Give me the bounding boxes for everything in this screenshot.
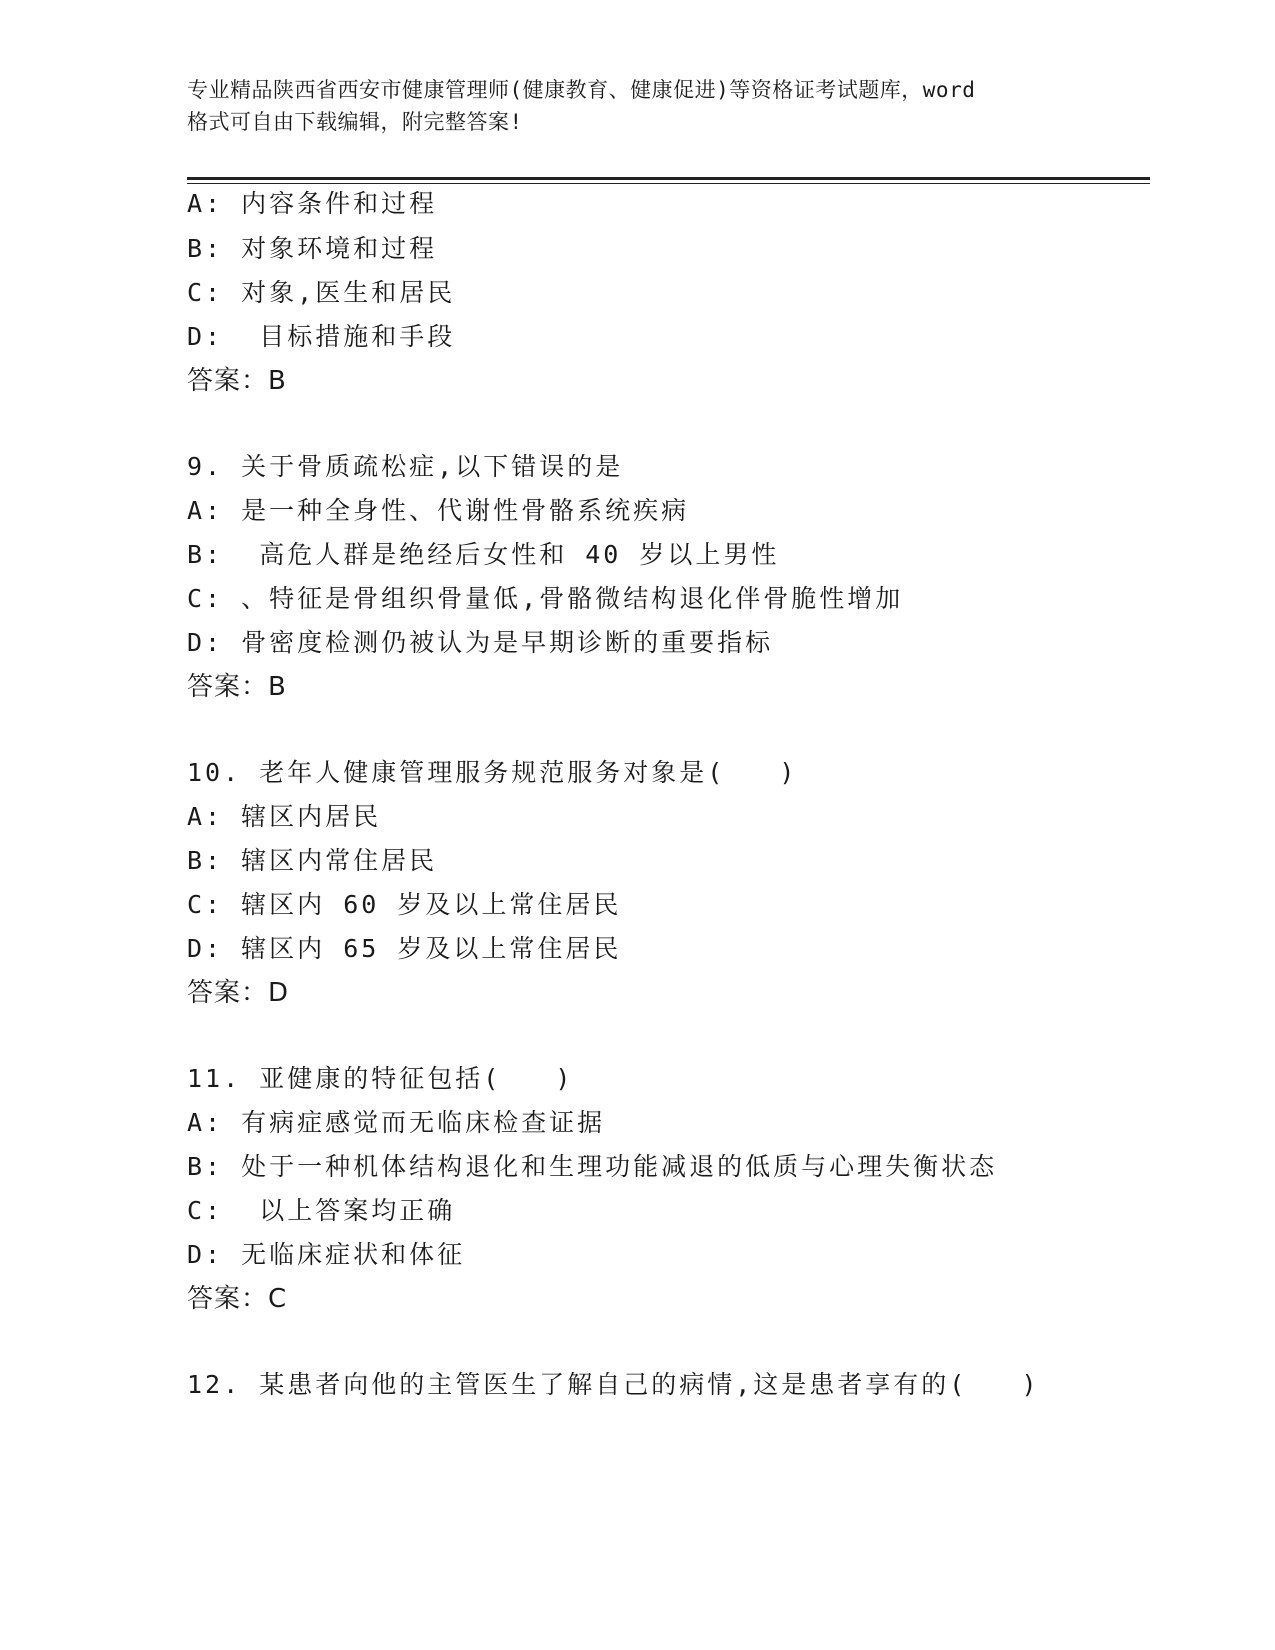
q12-stem: 12. 某患者向他的主管医生了解自己的病情,这是患者享有的( ) (187, 1370, 1040, 1399)
q9-answer: 答案：B (187, 672, 287, 702)
document-header (187, 74, 1087, 138)
q11-answer: 答案：C (187, 1284, 288, 1314)
q10-option-b: B: 辖区内常住居民 (187, 846, 438, 875)
q9-stem: 9. 关于骨质疏松症,以下错误的是 (187, 452, 624, 481)
q8-option-d: D: 目标措施和手段 (187, 322, 456, 351)
q11-option-a: A: 有病症感觉而无临床检查证据 (187, 1108, 606, 1137)
q10-option-a: A: 辖区内居民 (187, 802, 382, 831)
q10-stem: 10. 老年人健康管理服务规范服务对象是( ) (187, 758, 798, 787)
q8-option-a: A: 内容条件和过程 (187, 189, 438, 218)
header-rule-thin (187, 183, 1150, 184)
q11-stem: 11. 亚健康的特征包括( ) (187, 1064, 574, 1093)
q9-option-d: D: 骨密度检测仍被认为是早期诊断的重要指标 (187, 628, 774, 657)
q8-answer: 答案：B (187, 366, 287, 396)
q9-option-c: C: 、特征是骨组织骨量低,骨骼微结构退化伴骨脆性增加 (187, 584, 904, 613)
q11-option-c: C: 以上答案均正确 (187, 1196, 456, 1225)
header-line-1: 专业精品陕西省西安市健康管理师(健康教育、健康促进)等资格证考试题库，word (187, 78, 976, 102)
q11-option-d: D: 无临床症状和体征 (187, 1240, 466, 1269)
q11-option-b: B: 处于一种机体结构退化和生理功能减退的低质与心理失衡状态 (187, 1152, 998, 1181)
q8-option-c: C: 对象,医生和居民 (187, 278, 456, 307)
q9-option-a: A: 是一种全身性、代谢性骨骼系统疾病 (187, 496, 690, 525)
q10-answer: 答案：D (187, 978, 290, 1008)
q10-option-c: C: 辖区内 60 岁及以上常住居民 (187, 890, 622, 919)
header-line-2: 格式可自由下载编辑，附完整答案! (187, 110, 523, 134)
q8-option-b: B: 对象环境和过程 (187, 234, 438, 263)
header-rule-thick (187, 177, 1150, 180)
q9-option-b: B: 高危人群是绝经后女性和 40 岁以上男性 (187, 540, 780, 569)
q10-option-d: D: 辖区内 65 岁及以上常住居民 (187, 934, 622, 963)
